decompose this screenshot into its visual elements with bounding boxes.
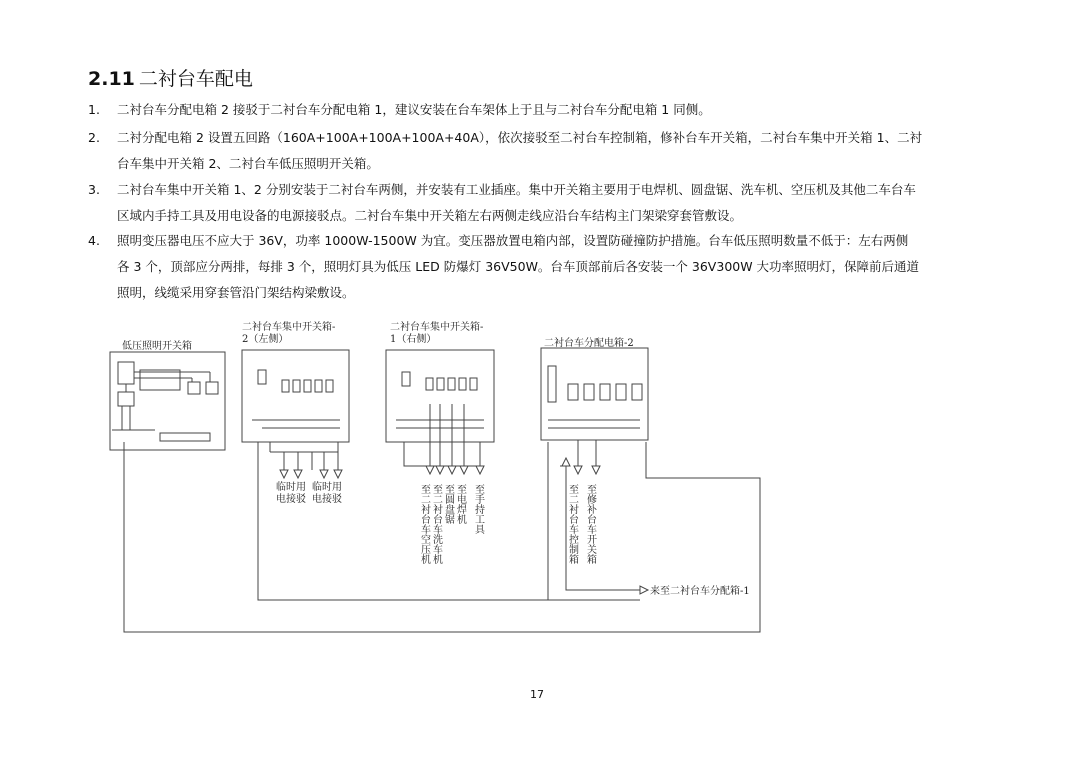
central-box-2-label: 二衬台车集中开关箱- <box>242 322 336 333</box>
list-text-line: 各 3 个，顶部应分两排，每排 3 个，照明灯具为低压 LED 防爆灯 36V50W。台车顶部前后各安装一个 36V300W 大功率照明灯，保障前后通道 <box>117 259 920 274</box>
temp-connection-1-line1: 临时用 <box>276 482 306 493</box>
temp-connection-2-line2: 电接驳 <box>312 494 342 505</box>
to-repair-box-label: 至修补台车开关箱 <box>584 484 596 564</box>
to-air-compressor-label: 至二衬台车空压机 <box>418 484 430 564</box>
list-text-line: 照明变压器电压不应大于 36V，功率 1000W-1500W 为宜。变压器放置电箱内部，设置防碰撞防护措施。台车低压照明数量不低于：左右两侧 <box>117 233 909 248</box>
list-text-line: 二衬台车集中开关箱 1、2 分别安装于二衬台车两侧，并安装有工业插座。集中开关箱主要用于电焊机、圆盘锯、洗车机、空压机及其他二车台车 <box>117 182 916 197</box>
to-welder-label: 至电焊机 <box>454 484 466 524</box>
section-title: 二衬台车配电 <box>138 68 253 90</box>
list-text-line: 照明，线缆采用穿套管沿门架结构梁敷设。 <box>117 285 355 300</box>
page-number: 17 <box>530 688 544 701</box>
lighting-box-label: 低压照明开关箱 <box>122 341 192 352</box>
to-saw-label: 至圆盘锯 <box>442 484 454 524</box>
distribution-box-2-label: 二衬台车分配电箱-2 <box>544 338 634 349</box>
list-text-line: 二衬分配电箱 2 设置五回路（160A+100A+100A+100A+40A），依次接驳至二衬台车控制箱，修补台车开关箱，二衬台车集中开关箱 1、二衬 <box>117 130 923 145</box>
list-number: 4. <box>88 233 100 248</box>
list-number: 1. <box>88 102 100 117</box>
central-box-1-side: 1（右侧） <box>390 334 437 345</box>
list-text-line: 区域内手持工具及用电设备的电源接驳点。二衬台车集中开关箱左右两侧走线应沿台车结构主门架梁穿套管敷设。 <box>117 208 743 223</box>
central-box-2-side: 2（左侧） <box>242 334 289 345</box>
from-distribution-box-1-label: 来至二衬台车分配箱-1 <box>650 586 750 597</box>
list-text-line: 台车集中开关箱 2、二衬台车低压照明开关箱。 <box>117 156 379 171</box>
central-box-1-label: 二衬台车集中开关箱- <box>390 322 484 333</box>
list-number: 2. <box>88 130 100 145</box>
temp-connection-1-line2: 电接驳 <box>276 494 306 505</box>
lighting-switch-box <box>110 352 225 450</box>
to-hand-tools-label: 至手持工具 <box>472 484 484 534</box>
temp-connection-2-line1: 临时用 <box>312 482 342 493</box>
central-switch-box-2 <box>242 350 349 442</box>
section-number: 2.11 <box>88 68 135 90</box>
distribution-box-2 <box>541 348 648 440</box>
list-text-line: 二衬台车分配电箱 2 接驳于二衬台车分配电箱 1，建议安装在台车架体上于且与二衬台车分配电箱 1 同侧。 <box>117 102 711 117</box>
to-washer-label: 至二衬台车洗车机 <box>430 484 442 564</box>
to-control-box-label: 至二衬台车控制箱 <box>566 484 578 564</box>
list-number: 3. <box>88 182 100 197</box>
